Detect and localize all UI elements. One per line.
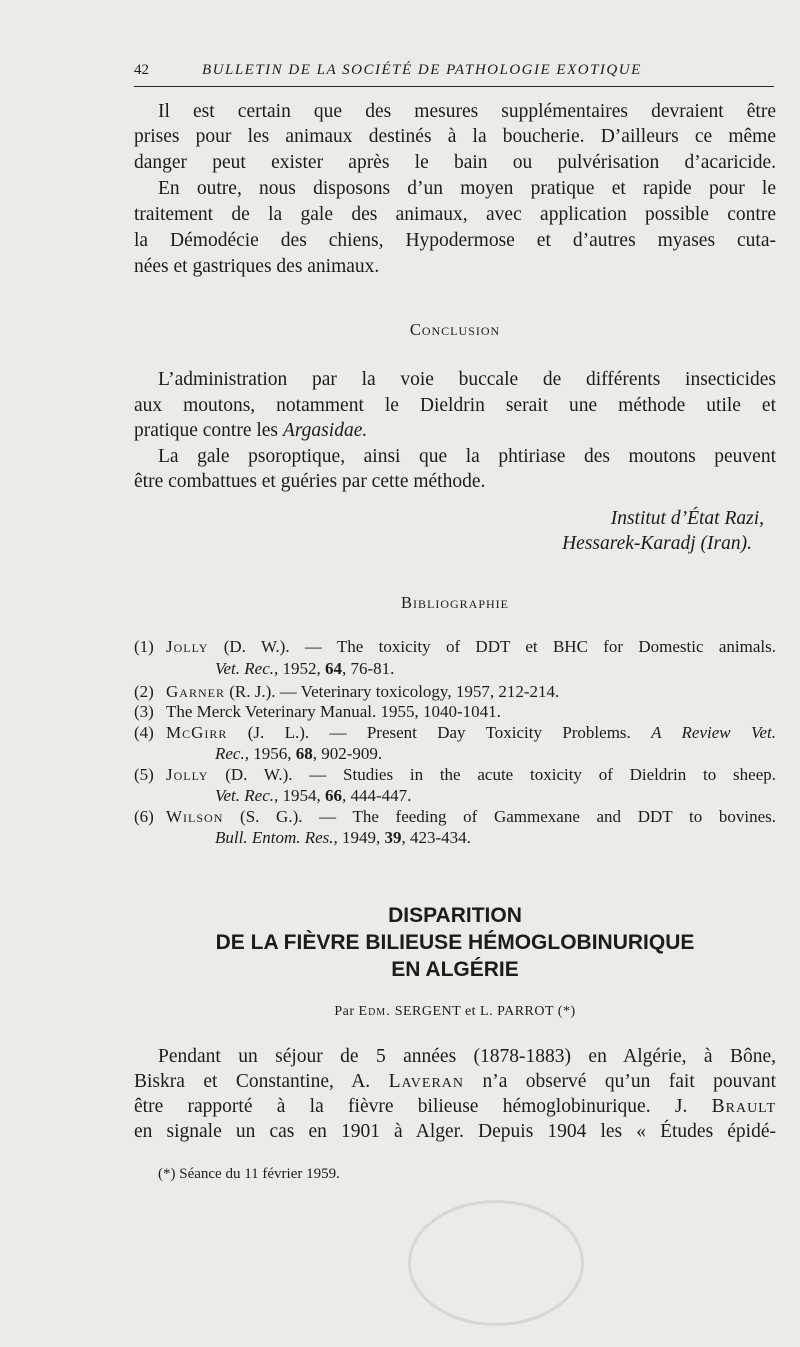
- text-line: la Démodécie des chiens, Hypodermose et d’autres myases cuta-: [134, 230, 776, 251]
- bib-rest: (D. W.). — The toxicity of DDT et BHC for Domestic animals.: [208, 637, 776, 656]
- bib-journal: Rec.,: [215, 744, 249, 763]
- text-line: [134, 1096, 776, 1118]
- bib-number: (5): [134, 765, 154, 784]
- article-byline: [134, 1004, 776, 1020]
- bib-year: 1949,: [337, 828, 385, 847]
- bib-rest: (J. L.). — Present Day Toxicity Problems.: [227, 723, 652, 742]
- text-line: Il est certain que des mesures supplémentaires devraient être: [158, 101, 776, 122]
- text-line: nées et gastriques des animaux.: [134, 256, 380, 277]
- bib-rest: (S. G.). — The feeding of Gammexane and DDT to bovines.: [223, 807, 776, 826]
- taxon-name: Argasidae.: [282, 420, 368, 441]
- bib-pages: , 76-81.: [342, 659, 395, 678]
- bib-number: (3): [134, 702, 154, 721]
- bib-journal: A Review Vet.: [651, 723, 776, 742]
- text-prefix: être rapporté à la fièvre bilieuse hémoglobinurique. J.: [134, 1096, 712, 1117]
- text-prefix: Biskra et Constantine, A.: [134, 1071, 389, 1092]
- text-suffix: n’a observé qu’un fait pouvant: [464, 1071, 776, 1092]
- bib-text: The Merck Veterinary Manual. 1955, 1040-1041.: [166, 702, 501, 721]
- bib-author: Wilson: [166, 807, 224, 826]
- bib-number: (1): [134, 637, 154, 656]
- bib-year: 1956,: [248, 744, 296, 763]
- bib-journal: Vet. Rec.,: [215, 786, 279, 805]
- text-line: être combattues et guéries par cette méthode.: [134, 471, 486, 492]
- byline-authors: SERGENT et L. PARROT (*): [390, 1004, 576, 1019]
- article-title-line: EN ALGÉRIE: [391, 958, 519, 981]
- text-line: aux moutons, notamment le Dieldrin serait une méthode utile et: [134, 395, 776, 416]
- section-heading-bibliography: Bibliographie: [401, 593, 509, 612]
- text-line-prefix: pratique contre les: [134, 420, 283, 441]
- text-line: [134, 1071, 776, 1093]
- bib-text: [166, 765, 776, 785]
- bib-author: Jolly: [166, 765, 209, 784]
- text-line: L’administration par la voie buccale de différents insecticides: [158, 369, 776, 390]
- byline-edm: Edm.: [358, 1004, 391, 1019]
- text-line: [134, 420, 776, 442]
- text-line: En outre, nous disposons d’un moyen pratique et rapide pour le: [158, 178, 776, 199]
- page-number: 42: [134, 62, 149, 78]
- author-name: Brault: [711, 1096, 776, 1117]
- bib-volume: 68: [295, 744, 313, 763]
- header-rule: [134, 86, 774, 87]
- bib-continuation: [215, 659, 394, 679]
- text-line: en signale un cas en 1901 à Alger. Depuis 1904 les « Études épidé-: [134, 1121, 776, 1142]
- running-head: [134, 62, 774, 88]
- article-title-line: DE LA FIÈVRE BILIEUSE HÉMOGLOBINURIQUE: [215, 931, 695, 954]
- section-heading-conclusion: Conclusion: [409, 320, 501, 339]
- bib-volume: 64: [325, 659, 342, 678]
- footnote: (*) Séance du 11 février 1959.: [158, 1166, 340, 1182]
- affiliation-location: Hessarek-Karadj (Iran).: [562, 533, 752, 554]
- text-line: La gale psoroptique, ainsi que la phtiriase des moutons peuvent: [158, 446, 776, 467]
- text-line: traitement de la gale des animaux, avec application possible contre: [134, 204, 776, 225]
- bib-text: [166, 682, 776, 702]
- bib-continuation: [215, 786, 411, 806]
- bib-year: 1952,: [278, 659, 325, 678]
- byline-prefix: Par: [334, 1004, 359, 1019]
- journal-title: BULLETIN DE LA SOCIÉTÉ DE PATHOLOGIE EXOTIQUE: [202, 62, 642, 78]
- bib-text: [166, 637, 776, 657]
- bib-text: [166, 723, 776, 743]
- bib-author: McGirr: [166, 723, 228, 742]
- bib-rest: (R. J.). — Veterinary toxicology, 1957, 212-214.: [224, 682, 560, 701]
- bib-number: (4): [134, 723, 154, 742]
- bib-journal: Bull. Entom. Res.,: [215, 828, 338, 847]
- article-title-line: DISPARITION: [388, 904, 522, 927]
- text-line: danger peut exister après le bain ou pulvérisation d’acaricide.: [134, 152, 776, 173]
- bib-number: (6): [134, 807, 154, 826]
- bib-volume: 66: [325, 786, 342, 805]
- text-line: prises pour les animaux destinés à la boucherie. D’ailleurs ce même: [134, 126, 776, 147]
- bib-author: Garner: [166, 682, 225, 701]
- author-name: Laveran: [388, 1071, 465, 1092]
- text-line: Pendant un séjour de 5 années (1878-1883) en Algérie, à Bône,: [158, 1046, 776, 1067]
- bib-continuation: [215, 744, 382, 764]
- bib-author: Jolly: [166, 637, 209, 656]
- bib-journal: Vet. Rec.,: [215, 659, 279, 678]
- bib-volume: 39: [384, 828, 402, 847]
- bib-pages: , 423-434.: [401, 828, 471, 847]
- bib-pages: , 902-909.: [312, 744, 383, 763]
- bib-year: 1954,: [278, 786, 325, 805]
- bib-text: [166, 807, 776, 827]
- affiliation-institute: Institut d’État Razi,: [610, 508, 764, 529]
- bib-continuation: [215, 828, 471, 848]
- bib-pages: , 444-447.: [342, 786, 412, 805]
- bib-number: (2): [134, 682, 154, 701]
- bib-rest: (D. W.). — Studies in the acute toxicity of Dieldrin to sheep.: [208, 765, 776, 784]
- library-stamp: [408, 1200, 584, 1326]
